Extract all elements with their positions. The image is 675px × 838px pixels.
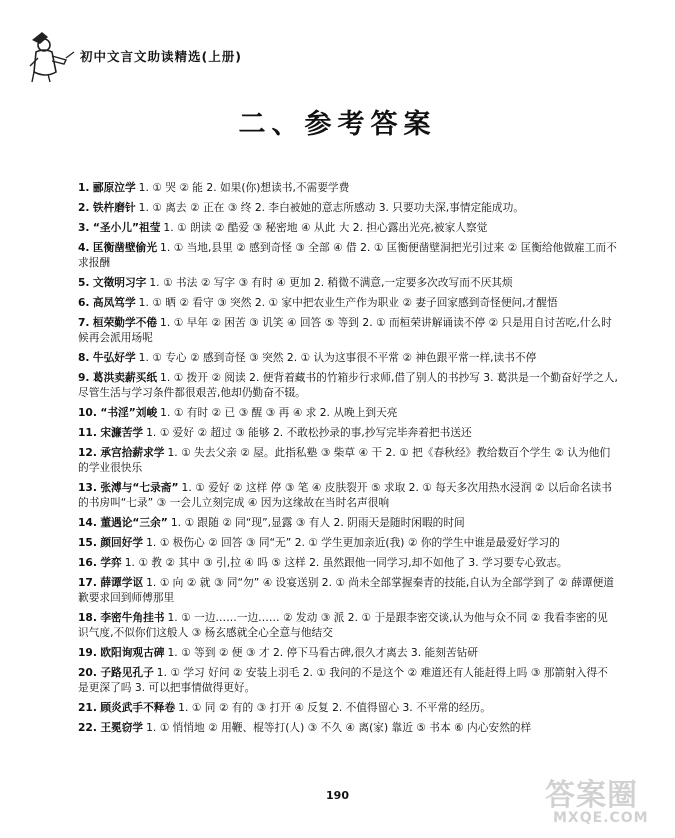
answer-title: 文徵明习字 xyxy=(92,276,147,289)
watermark-logo xyxy=(525,768,667,830)
answer-title: “圣小儿”祖莹 xyxy=(92,221,161,234)
answer-title: 承宫拾薪求学 xyxy=(100,446,165,459)
answer-title: 学弈 xyxy=(100,556,122,569)
answer-entry xyxy=(78,295,618,310)
answer-number: 21. xyxy=(78,701,97,714)
answer-entry xyxy=(78,720,618,735)
answer-number: 22. xyxy=(78,721,97,734)
answer-number: 16. xyxy=(78,556,97,569)
answer-number: 13. xyxy=(78,481,97,494)
page-number: 190 xyxy=(326,789,349,802)
answer-text: 1. ① 等到 ② 便 ③ 才 2. 停下马看古碑,很久才离去 3. 能刻苦钻研 xyxy=(167,646,478,659)
answer-number: 2. xyxy=(78,201,90,214)
answer-entry xyxy=(78,555,618,570)
answer-entry xyxy=(78,480,618,510)
scholar-illustration-icon xyxy=(22,28,78,84)
answer-text: 1. ① 哭 ② 能 2. 如果(你)想读书,不需要学费 xyxy=(138,181,350,194)
answer-title: 张溥与“七录斋” xyxy=(100,481,179,494)
answer-title: 颜回好学 xyxy=(100,536,144,549)
answer-number: 10. xyxy=(78,406,97,419)
answer-text: 1. ① 当地,县里 ② 感到奇怪 ③ 全部 ④ 借 2. ① 匡衡便凿壁洞把光引过来 ② 匡衡给他做雇工而不求报酬 xyxy=(78,241,617,269)
answer-number: 15. xyxy=(78,536,97,549)
answer-text: 1. ① 教 ② 其中 ③ 引,拉 ④ 吗 ⑤ 这样 2. 虽然跟他一同学习,却不如他了 3. 学习要专心致志。 xyxy=(124,556,568,569)
page-header xyxy=(22,28,322,84)
answer-text: 1. ① 爱好 ② 超过 ③ 能够 2. 不敢松抄录的事,抄写完毕奔着把书送还 xyxy=(146,426,472,439)
answer-title: 匡衡凿壁偷光 xyxy=(92,241,158,254)
answer-number: 4. xyxy=(78,241,90,254)
answer-entry xyxy=(78,515,618,530)
answer-text: 1. ① 专心 ② 感到奇怪 ③ 突然 2. ① 认为这事很不平常 ② 神色跟平常一样,读书不停 xyxy=(138,351,537,364)
answer-title: 铁杵磨针 xyxy=(92,201,136,214)
answer-text: 1. ① 悄悄地 ② 用鞭、棍等打(人) ③ 不久 ④ 离(家) 靠近 ⑤ 书本 ⑥ 内心安然的样 xyxy=(146,721,532,734)
book-title: 初中文言文助读精选(上册) xyxy=(80,49,242,64)
answer-number: 14. xyxy=(78,516,97,529)
section-title: 二、参考答案 xyxy=(238,109,437,140)
answer-entry xyxy=(78,180,618,195)
answer-entry xyxy=(78,535,618,550)
answer-title: 郦原泣学 xyxy=(92,181,136,194)
watermark-url: MXQE.COM xyxy=(553,810,649,826)
answer-text: 1. ① 一边……一边…… ② 发动 ③ 派 2. ① 于是跟李密交谈,认为他与众不同 ② 我看李密的见识气度,不似你们这般人 ③ 杨玄感就全心全意与他结交 xyxy=(78,611,608,639)
answer-title: 子路见孔子 xyxy=(100,666,154,679)
answer-number: 19. xyxy=(78,646,97,659)
answer-title: 桓荣勤学不倦 xyxy=(92,316,158,329)
answer-title: 顾炎武手不释卷 xyxy=(100,701,176,714)
answer-title: 薛谭学讴 xyxy=(100,576,144,589)
answer-number: 17. xyxy=(78,576,97,589)
answer-text: 1. ① 同 ② 有的 ③ 打开 ④ 反复 2. 不值得留心 3. 不平常的经历。 xyxy=(178,701,491,714)
answer-entry xyxy=(78,220,618,235)
answer-number: 9. xyxy=(78,371,90,384)
answer-entry xyxy=(78,275,618,290)
answer-entry xyxy=(78,315,618,345)
answer-title: 高凤笃学 xyxy=(92,296,136,309)
answer-text: 1. ① 书法 ② 写字 ③ 有时 ④ 更加 2. 稍微不满意,一定要多次改写而不厌其烦 xyxy=(149,276,513,289)
answer-entry xyxy=(78,645,618,660)
answer-number: 20. xyxy=(78,666,97,679)
answer-entry xyxy=(78,665,618,695)
answer-text: 1. ① 离去 ② 正在 ③ 终 2. 李白被她的意志所感动 3. 只要功夫深,事情定能成功。 xyxy=(138,201,524,214)
answer-number: 1. xyxy=(78,181,90,194)
answer-number: 3. xyxy=(78,221,90,234)
answer-entry xyxy=(78,200,618,215)
answer-entry xyxy=(78,575,618,605)
answer-text: 1. ① 向 ② 就 ③ 同“勿” ④ 设宴送别 2. ① 尚未全部掌握秦青的技能,自认为全部学到了 ② 薛谭便道歉要求回到师傅那里 xyxy=(78,576,614,604)
answer-title: 葛洪卖薪买纸 xyxy=(92,371,158,384)
answer-entry xyxy=(78,445,618,475)
answer-entry xyxy=(78,425,618,440)
answer-text: 1. ① 朗读 ② 酷爱 ③ 秘密地 ④ 从此 大 2. 担心露出光亮,被家人察觉 xyxy=(163,221,488,234)
answer-title: “书淫”刘峻 xyxy=(100,406,158,419)
answer-text: 1. ① 极伤心 ② 回答 ③ 同“无” 2. ① 学生更加亲近(我) ② 你的学生中谁是最爱好学习的 xyxy=(146,536,560,549)
answer-entry xyxy=(78,610,618,640)
answer-text: 1. ① 有时 ② 已 ③ 醒 ③ 再 ④ 求 2. 从晚上到天亮 xyxy=(160,406,398,419)
answer-text: 1. ① 学习 好问 ② 安装上羽毛 2. ① 我问的不是这个 ② 难道还有人能赶得上吗 ③ 那箭射入得不是更深了吗 3. 可以把事情做得更好。 xyxy=(78,666,608,694)
answer-number: 11. xyxy=(78,426,97,439)
answer-number: 5. xyxy=(78,276,90,289)
answer-title: 王冕窃学 xyxy=(100,721,144,734)
answer-text: 1. ① 早年 ② 困苦 ③ 讥笑 ④ 回答 ⑤ 等到 2. ① 而桓荣讲解诵读不停 ② 只是用自讨苦吃,什么时候再会派用场呢 xyxy=(78,316,612,344)
answer-entry xyxy=(78,350,618,365)
answer-number: 12. xyxy=(78,446,97,459)
answer-title: 欧阳询观古碑 xyxy=(100,646,165,659)
answer-title: 牛弘好学 xyxy=(92,351,136,364)
watermark-text: 答案圈 xyxy=(545,778,638,813)
answer-entry xyxy=(78,240,618,270)
answer-text: 1. ① 跟随 ② 同“现”,显露 ③ 有人 2. 阴雨天是随时闲暇的时间 xyxy=(170,516,465,529)
answer-number: 7. xyxy=(78,316,90,329)
answer-text: 1. ① 爱好 ② 这样 停 ③ 笔 ④ 皮肤裂开 ⑤ 求取 2. ① 每天多次用热水浸润 ② 以后命名读书的书房叫“七录” ③ 一会儿立刻完成 ④ 因为这缘故在当时名声很响 xyxy=(78,481,612,509)
answer-entry xyxy=(78,405,618,420)
answer-number: 6. xyxy=(78,296,90,309)
answer-title: 李密牛角挂书 xyxy=(100,611,165,624)
answer-title: 董遇论“三余” xyxy=(100,516,168,529)
answer-text: 1. ① 晒 ② 看守 ③ 突然 2. ① 家中把农业生产作为职业 ② 妻子回家感到奇怪便问,才醒悟 xyxy=(138,296,558,309)
answer-entry xyxy=(78,700,618,715)
answer-text: 1. ① 失去父亲 ② 屋。此指私塾 ③ 柴草 ④ 干 2. ① 把《春秋经》教给数百个学生 ② 认为他们的学业很快乐 xyxy=(78,446,611,474)
answer-number: 8. xyxy=(78,351,90,364)
answer-number: 18. xyxy=(78,611,97,624)
answer-title: 宋濂苦学 xyxy=(100,426,144,439)
answer-entry xyxy=(78,370,618,400)
answer-list xyxy=(78,180,618,740)
answer-text: 1. ① 拨开 ② 阅读 2. 便背着藏书的竹箱步行求师,借了别人的书抄写 3. 葛洪是一个勤奋好学之人,尽管生活与学习条件都很艰苦,他却仍勤奋不辍。 xyxy=(78,371,618,399)
